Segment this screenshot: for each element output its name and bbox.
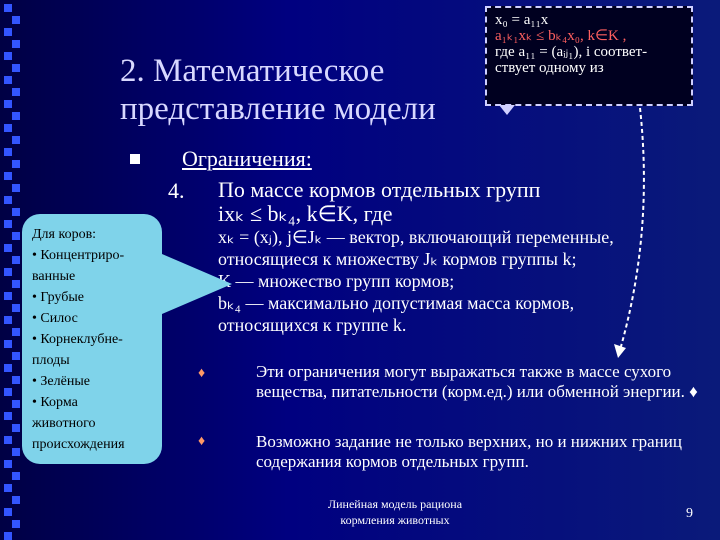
main-line-1: По массе кормов отдельных групп	[218, 177, 541, 202]
main-line-5: K — множество групп кормов;	[218, 271, 455, 291]
callout-line-4: ствует одному из	[495, 60, 604, 76]
main-line-2: ixₖ ≤ bₖ₄, k∈K, где	[218, 201, 393, 226]
callout-item: • Грубые	[32, 290, 84, 305]
callout-title: Для коров:	[32, 227, 97, 242]
slide-title: 2. Математическое представление модели	[120, 53, 436, 127]
diamond-bullet-icon: ♦	[198, 366, 206, 381]
note-1: Эти ограничения могут выражаться также в массе сухого вещества, питательности (корм.ед.) или обменной энергии. ♦	[256, 362, 698, 401]
page-number: 9	[686, 506, 693, 521]
footer	[300, 496, 490, 528]
main-line-3: xₖ = (xⱼ), j∈Jₖ — вектор, включающий переменные,	[218, 227, 614, 247]
diamond-bullet-icon: ♦	[198, 434, 206, 449]
item-number: 4.	[168, 178, 185, 203]
footer-line-2: кормления животных	[340, 513, 450, 527]
callout-item: • Концентриро-	[32, 248, 125, 263]
callout-item: ванные	[32, 269, 76, 284]
callout-item: • Зелёные	[32, 374, 90, 389]
callout-line-2: a₁ₖ₁xₖ ≤ bₖ₄x₀, k∈K ,	[495, 28, 627, 44]
note-2: Возможно задание не только верхних, но и нижних границ содержания кормов отдельных групп.	[256, 432, 683, 471]
callout-line-3: где a₁₁ = (aᵢⱼ₁), i соответ-	[495, 44, 648, 60]
callout-line-1: x₀ = a₁₁x	[495, 12, 549, 28]
main-line-7: относящихся к группе k.	[218, 315, 407, 335]
callout-item: происхождения	[32, 437, 125, 452]
main-line-4: относящиеся к множеству Jₖ кормов группы k;	[218, 249, 577, 269]
callout-item: плоды	[32, 353, 70, 368]
section-heading: Ограничения:	[182, 146, 312, 171]
callout-item: • Корнеклубне-	[32, 332, 123, 347]
callout-item: животного	[32, 416, 96, 431]
callout-item: • Силос	[32, 311, 78, 326]
footer-line-1: Линейная модель рациона	[327, 497, 463, 511]
callout-item: • Корма	[32, 395, 78, 410]
main-line-6: bₖ₄ — максимально допустимая масса кормов,	[218, 293, 575, 313]
